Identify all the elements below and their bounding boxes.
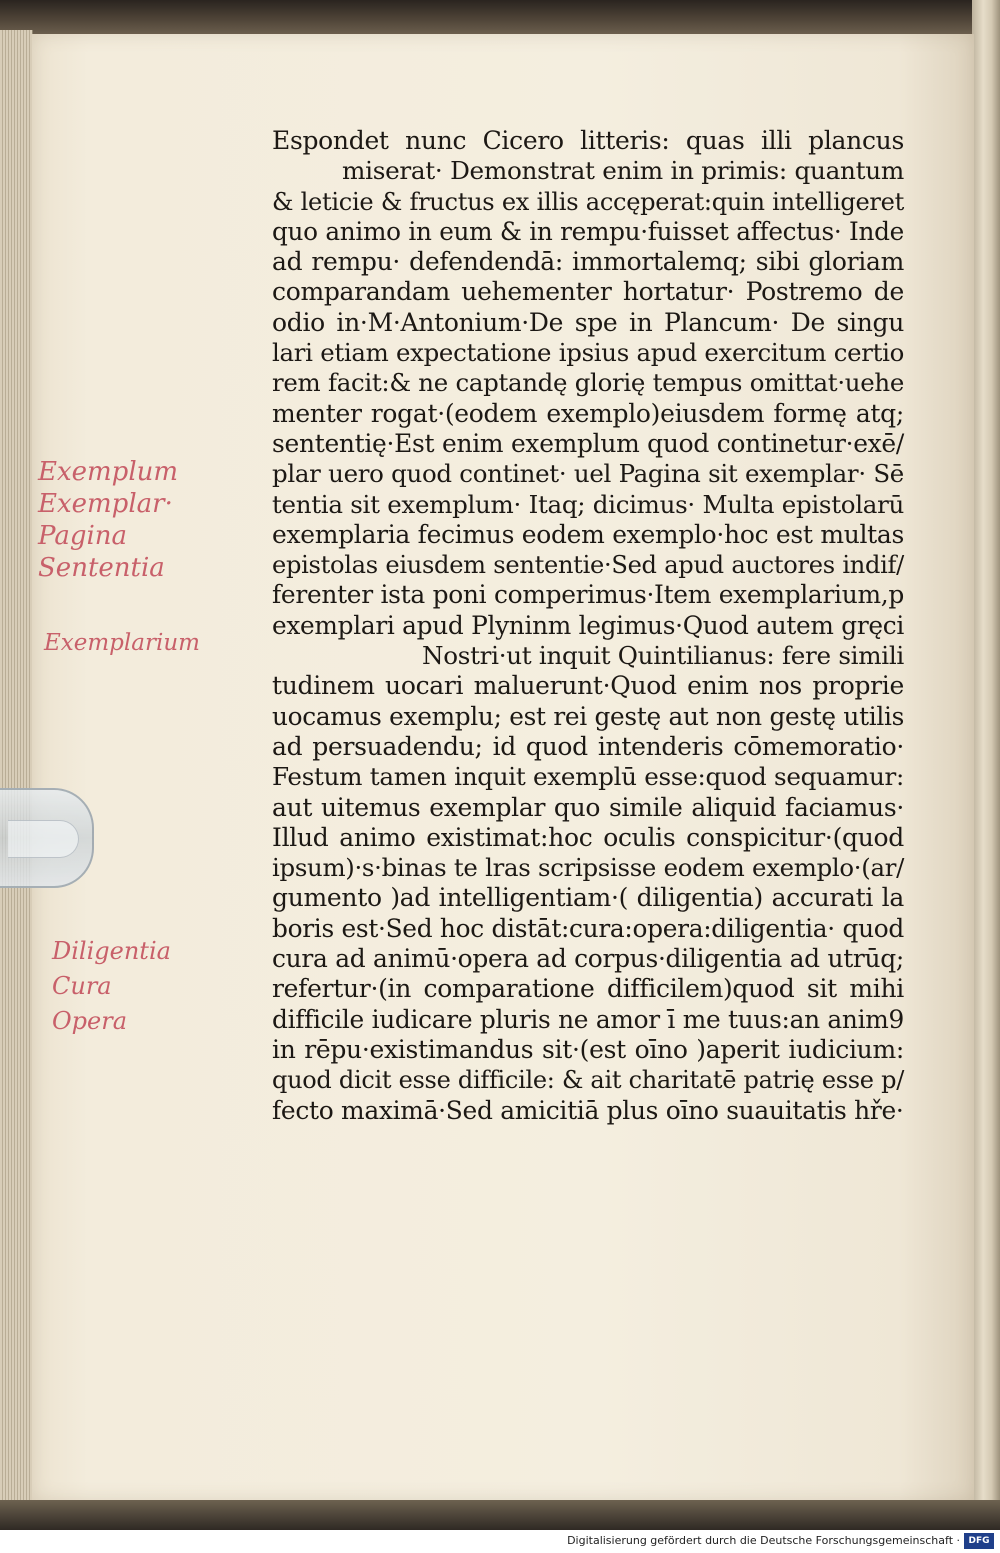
main-text-block [272,126,904,1126]
text-line: tentia sit exemplum· Itaq; dicimus· Multa epistolarū [272,489,904,519]
text-line: Festum tamen inquit exemplū esse:quod sequamur: [272,762,904,792]
book-top-edge [0,0,1000,34]
text-line: ad persuadendu; id quod intenderis cōmemoratio· [272,731,904,761]
text-line: ipsum)·s·binas te lras scripsisse eodem exemplo·(ar/ [272,853,904,883]
text-line: odio in·M·Antonium·De spe in Plancum· De singu [272,307,904,337]
text-line: comparandam uehementer hortatur· Postremo de [272,277,904,307]
text-line: rem facit:& ne captandę glorię tempus omittat·uehe [272,368,904,398]
text-line: aut uitemus exemplar quo simile aliquid faciamus· [272,792,904,822]
text-line: Illud animo existimat:hoc oculis conspicitur·(quod [272,822,904,852]
text-line: cura ad animū·opera ad corpus·diligentia ad utrūq; [272,944,904,974]
marginal-note-group [44,630,200,656]
text-line: fecto maximā·Sed amicitiā plus oīno suauitatis hře· [272,1095,904,1125]
text-line: lari etiam expectatione ipsius apud exercitum certio [272,338,904,368]
marginal-note: Opera [52,1007,128,1035]
text-line: quod dicit esse difficile: & ait charitatē patrię esse p/ [272,1066,904,1095]
text-line: exemplari apud Plyninm legimus·Quod autem gręci [272,610,904,640]
marginal-note: Cura [52,972,112,1000]
text-line: plar uero quod continet· uel Pagina sit exemplar· Sē [272,459,904,489]
text-line: refertur·(in comparatione difficilem)quod sit mihi [272,974,904,1004]
text-line: ferenter ista poni comperimus·Item exemplarium,p [272,580,904,610]
right-page-edges [972,0,1000,1500]
marginal-note-group [38,456,178,584]
text-line: gumento )ad intelligentiam·( diligentia) accurati la [272,883,904,913]
text-line: sententię·Est enim exemplum quod continetur·exē/ [272,428,904,458]
marginal-note: Exemplarium [44,630,200,656]
dfg-logo: DFG [964,1533,994,1549]
text-line: Espondet nunc Cicero litteris: quas illi plancus [272,126,904,155]
text-line: miserat· Demonstrat enim in primis: quantum [342,156,904,186]
marginal-note: Pagina [38,521,128,551]
text-line: quo animo in eum & in rempu·fuisset affectus· Inde [272,216,904,246]
text-line: exemplaria fecimus eodem exemplo·hoc est multas [272,519,904,549]
text-line: epistolas eiusdem sententie·Sed apud auctores indif/ [272,551,904,580]
page-clamp [0,788,94,888]
text-line: Nostri·ut inquit Quintilianus: fere simili [422,641,904,671]
left-page-edges [0,30,33,1500]
book-bottom-edge [0,1500,1000,1530]
marginal-note: Diligentia [52,937,171,965]
marginal-note-group [52,934,171,1039]
text-line: difficile iudicare pluris ne amor ī me tuus:an anim9 [272,1004,904,1034]
text-line: ad rempu· defendendā: immortalemq; sibi gloriam [272,247,904,277]
marginal-note: Exemplar· [38,489,173,519]
text-line: uocamus exemplu; est rei gestę aut non gestę utilis [272,701,904,731]
text-line: boris est·Sed hoc distāt:cura:opera:diligentia· quod [272,913,904,943]
text-line: tudinem uocari maluerunt·Quod enim nos proprie [272,671,904,701]
text-line: & leticie & fructus ex illis accęperat:quin intelligeret [272,187,904,216]
marginal-note: Exemplum [38,457,179,487]
text-line: in rēpu·existimandus sit·(est oīno )aperit iudicium: [272,1034,904,1064]
text-line: menter rogat·(eodem exemplo)eiusdem formę atq; [272,398,904,428]
funding-notice: Digitalisierung gefördert durch die Deutsche Forschungsgemeinschaft · [567,1534,960,1547]
marginal-note: Sententia [38,553,165,583]
footer-banner [0,1530,1000,1553]
